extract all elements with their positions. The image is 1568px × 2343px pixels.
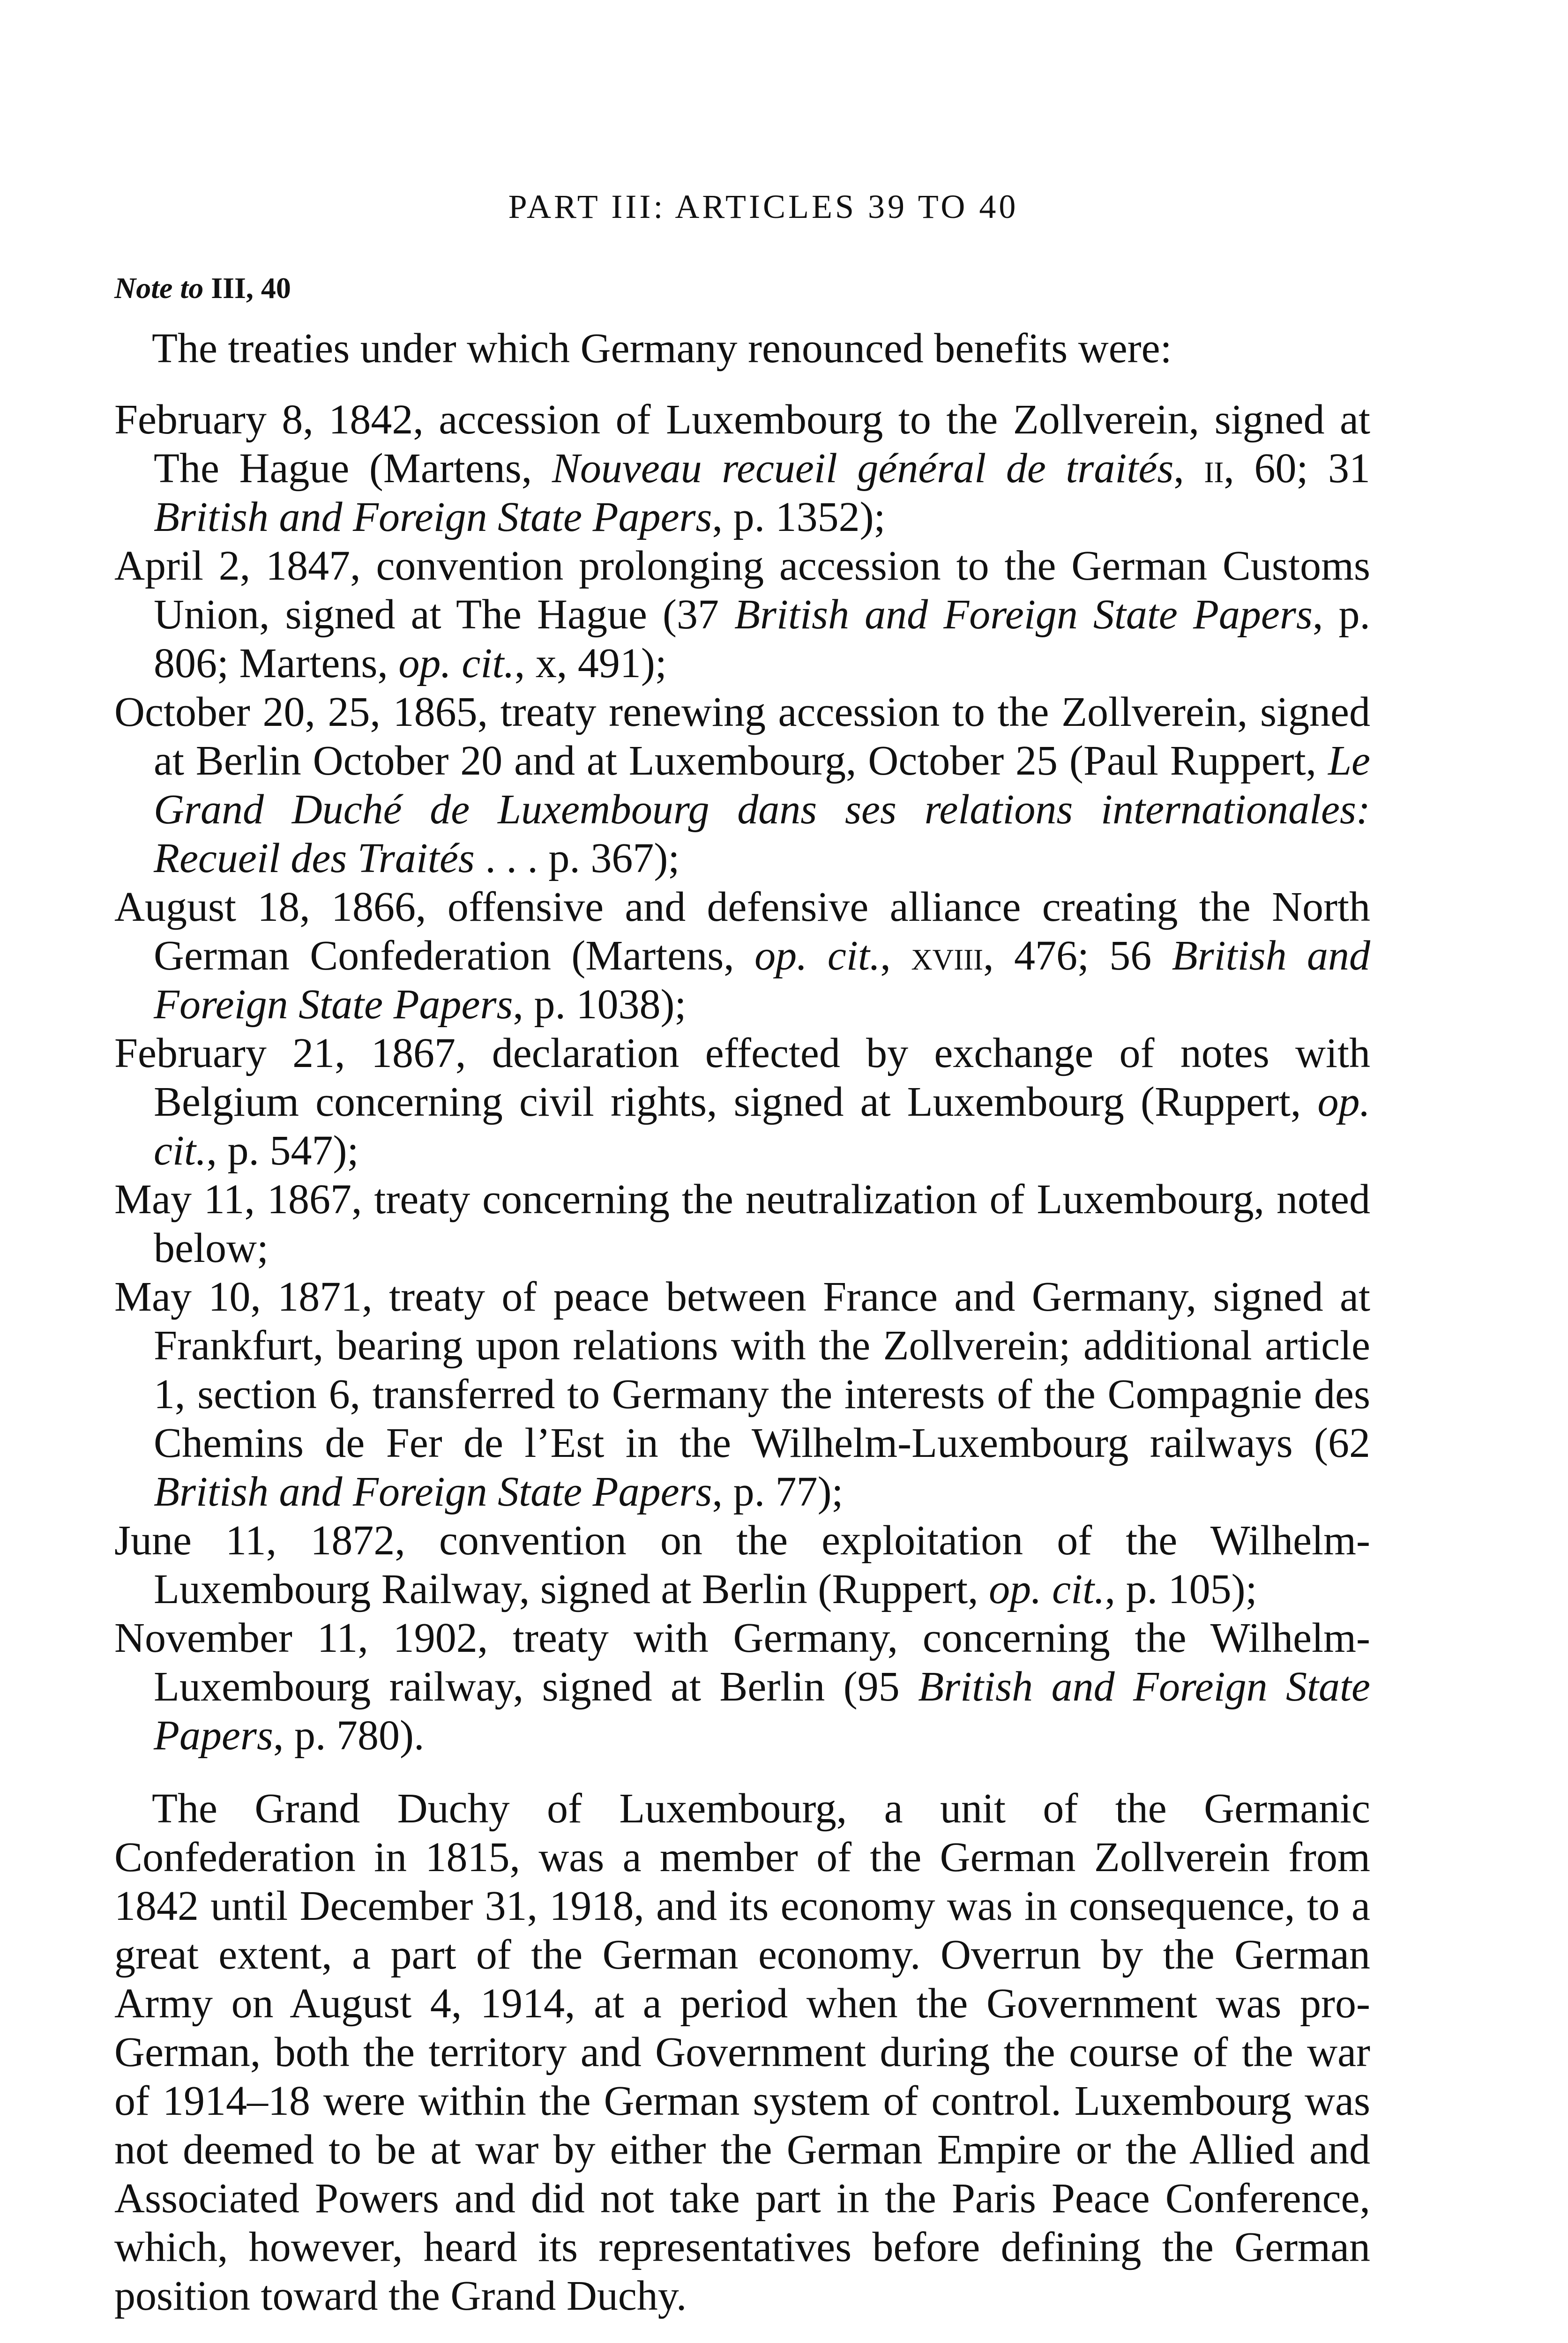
note-label [114,271,1370,306]
treaty-text: ii [1204,445,1224,492]
citation-title: op. cit. [154,1079,1370,1174]
treaty-text: October 20, 25, 1865, treaty renewing accession to the Zollverein, signed at Berlin October 20 and at Luxembourg, October 25 (Paul Ruppert, [114,689,1370,784]
treaty-text: , p. 780). [273,1712,425,1759]
treaty-text: , p. 806; Martens, [154,591,1371,686]
treaty-text: , 60; 31 [1224,445,1370,492]
treaty-text: , [880,933,911,979]
treaty-entry [114,688,1370,883]
citation-title: Nouveau recueil général de traités [552,445,1174,492]
treaty-text: May 10, 1871, treaty of peace between France and Germany, signed at Frankfurt, bearing upon relations with the Zollverein; additional article 1, section 6, transferred to Germany the interests of the Compagnie des Chemins de Fer de l’Est in the Wilhelm-Luxembourg railways (62 [114,1274,1370,1466]
treaty-text: , p. 105); [1105,1566,1257,1612]
treaty-entry [114,1516,1370,1614]
treaty-entry [114,1029,1370,1175]
treaty-text: , 476; 56 [983,933,1172,979]
treaty-entry [114,542,1370,688]
treaty-entry [114,1614,1370,1760]
treaty-text: , p. 1352); [712,494,886,540]
body-paragraph: The Grand Duchy of Luxembourg, a unit of the Germanic Confederation in 1815, was a member of the German Zollverein from 1842 until December 31, 1918, and its economy was in consequence, to a great extent, a part of the German economy. Overrun by the German Army on August 4, 1914, at a period when the Government was pro-German, both the territory and Government during the course of the war of 1914–18 were within the German system of control. Luxembourg was not deemed to be at war by either the German Empire or the Allied and Associated Powers and did not take part in the Paris Peace Conference, which, however, heard its representatives before defining the German position toward the Grand Duchy. [114,1785,1370,2319]
treaty-text: , p. 1038); [513,981,687,1028]
citation-title: British and Foreign State Papers [154,494,712,540]
citation-title: British and Foreign State Papers [154,1664,1370,1759]
treaty-entry [114,1175,1370,1273]
treaty-text: , [1173,445,1204,492]
running-head: PART III: ARTICLES 39 TO 40 [508,188,1019,225]
citation-title: British and Foreign State Papers [734,591,1313,638]
treaty-text: May 11, 1867, treaty concerning the neutralization of Luxembourg, noted below; [114,1176,1370,1271]
treaty-text: April 2, 1847, convention prolonging accession to the German Customs Union, signed at The Hague (37 [114,543,1370,638]
citation-title: op. cit. [989,1566,1105,1612]
treaty-text: , p. 547); [206,1127,359,1174]
treaty-entry [114,395,1370,542]
treaty-text: June 11, 1872, convention on the exploitation of the Wilhelm-Luxembourg Railway, signed at Berlin (Ruppert, [114,1517,1370,1612]
treaty-text: , x, 491); [514,640,667,686]
note-label-ref: III, 40 [211,271,291,305]
treaty-text: . . . p. 367); [474,835,680,881]
treaty-list [114,395,1370,1760]
citation-title: Le Grand Duché de Luxembourg dans ses relations internationales: Recueil des Traités [154,738,1370,881]
treaty-entry [114,883,1370,1029]
treaty-text: February 8, 1842, accession of Luxembourg to the Zollverein, signed at The Hague (Martens, [114,396,1370,492]
treaty-text: August 18, 1866, offensive and defensive alliance creating the North German Confederation (Martens, [114,884,1370,979]
treaty-text: February 21, 1867, declaration effected by exchange of notes with Belgium concerning civil rights, signed at Luxembourg (Ruppert, [114,1030,1370,1125]
citation-title: op. cit. [754,933,881,979]
treaty-text: xviii [911,933,984,979]
citation-title: British and Foreign State Papers [154,1469,712,1515]
note-label-prefix: Note to [114,271,204,305]
intro-sentence: The treaties under which Germany renounced benefits were: [152,325,1172,372]
citation-title: British and Foreign State Papers [154,933,1370,1028]
page-body [114,187,1370,2321]
treaty-text: , p. 77); [712,1469,844,1515]
treaty-entry [114,1273,1370,1516]
citation-title: op. cit. [398,640,515,686]
treaty-text: November 11, 1902, treaty with Germany, concerning the Wilhelm-Luxembourg railway, signed at Berlin (95 [114,1615,1370,1710]
